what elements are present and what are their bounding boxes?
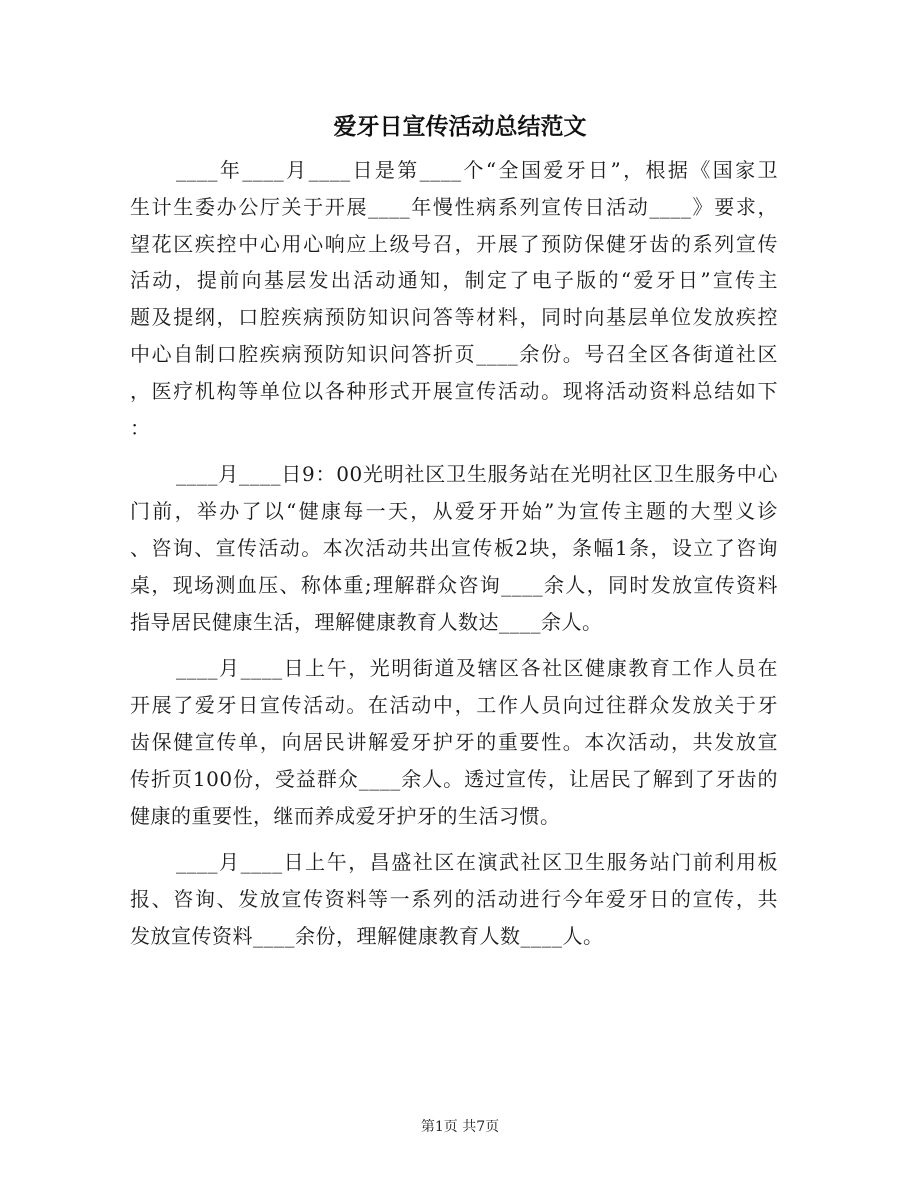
paragraph-line: 指导居民健康生活，理解健康教育人数达____余人。 xyxy=(130,609,603,634)
paragraph-line: 活动，提前向基层发出活动通知，制定了电子版的“爱牙日”宣传主 xyxy=(130,268,778,293)
paragraph-1 xyxy=(130,152,778,446)
paragraph-line: 题及提纲，口腔疾病预防知识问答等材料，同时向基层单位发放疾控 xyxy=(130,305,778,330)
paragraph-line: 望花区疾控中心用心响应上级号召，开展了预防保健牙齿的系列宣传 xyxy=(130,231,778,256)
document-title: 爱牙日宣传活动总结范文 xyxy=(333,114,587,140)
paragraph-line: ： xyxy=(130,415,151,440)
paragraph-line: ____年____月____日是第____个“全国爱牙日”，根据《国家卫 xyxy=(176,158,778,182)
paragraph-line: 发放宣传资料____余份，理解健康教育人数____人。 xyxy=(130,923,604,948)
paragraph-3 xyxy=(130,650,778,834)
paragraph-line: 中心自制口腔疾病预防知识问答折页____余份。号召全区各街道社区 xyxy=(130,341,778,366)
paragraph-4 xyxy=(130,844,778,954)
page-number: 第1页 共7页 xyxy=(420,1119,500,1135)
paragraph-line: ____月____日上午，光明街道及辖区各社区健康教育工作人员在 xyxy=(176,656,778,681)
paragraph-line: 报、咨询、发放宣传资料等一系列的活动进行今年爱牙日的宣传，共 xyxy=(130,887,778,912)
paragraph-line: 齿保健宣传单，向居民讲解爱牙护牙的重要性。本次活动，共发放宣 xyxy=(130,729,778,754)
paragraph-line: 桌，现场测血压、称体重;理解群众咨询____余人，同时发放宣传资料 xyxy=(130,572,778,597)
paragraph-line: 开展了爱牙日宣传活动。在活动中，工作人员向过往群众发放关于牙 xyxy=(130,693,778,718)
paragraph-line: 健康的重要性，继而养成爱牙护牙的生活习惯。 xyxy=(130,803,561,828)
document-body xyxy=(130,152,778,955)
paragraph-line: 、咨询、宣传活动。本次活动共出宣传板2块，条幅1条，设立了咨询 xyxy=(130,535,778,560)
paragraph-line: 生计生委办公厅关于开展____年慢性病系列宣传日活动____》要求， xyxy=(130,194,778,219)
paragraph-line: ，医疗机构等单位以各种形式开展宣传活动。现将活动资料总结如下 xyxy=(130,378,778,403)
paragraph-line: 传折页100份，受益群众____余人。透过宣传，让居民了解到了牙齿的 xyxy=(130,766,778,791)
paragraph-line: ____月____日上午，昌盛社区在演武社区卫生服务站门前利用板 xyxy=(176,850,778,875)
paragraph-2 xyxy=(130,456,778,640)
paragraph-line: ____月____日9：00光明社区卫生服务站在光明社区卫生服务中心 xyxy=(176,462,778,487)
paragraph-line: 门前，举办了以“健康每一天，从爱牙开始”为宣传主题的大型义诊 xyxy=(130,499,778,524)
